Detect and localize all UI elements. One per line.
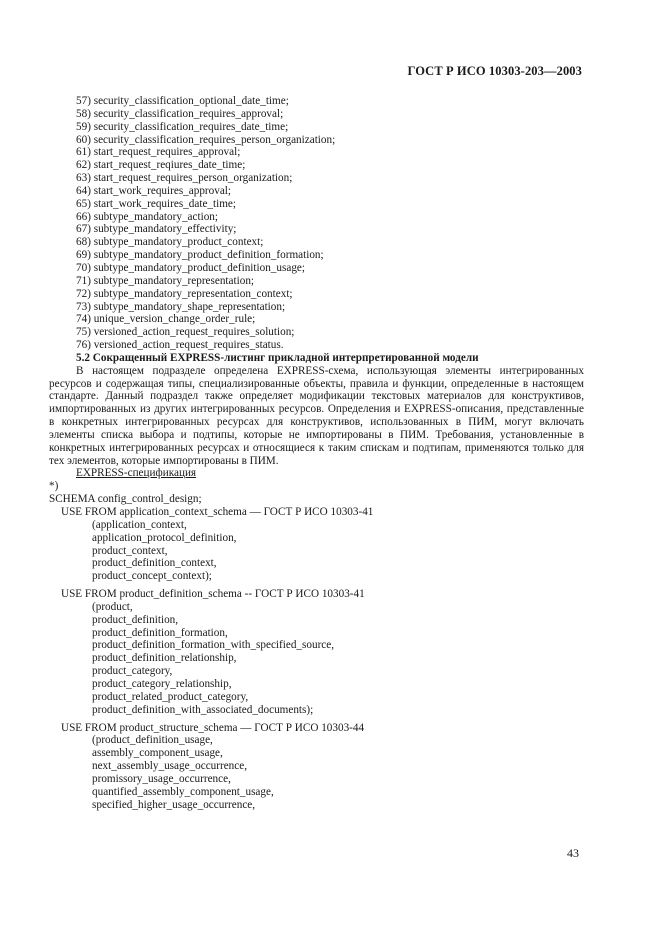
section-paragraph: В настоящем подразделе определена EXPRESS-схема, использующая элементы интегрированных ресурсов и содержащая типы, специализированные объекты, правила и функции, определенные в настоящем стандарте. Данный подраздел также определяет модификации текстовых материалов для конструктивов, импортированных из других интегрированных ресурсов. Определения и EXPRESS-описания, представленные в конкретных интегрированных ресурсах для конструктивов, использованных в ПИМ, могут включать элементы списка выбора и подтипы, которые не импортированы в ПИМ. Требования, установленные в конкретных интегрированных ресурсах и относящиеся к таким спискам и подтипам, применяются только для тех элементов, которые импортированы в ПИМ. [49, 364, 584, 467]
page-number: 43 [567, 846, 579, 860]
list-item: 70) subtype_mandatory_product_definition_usage; [76, 261, 305, 274]
list-item: 67) subtype_mandatory_effectivity; [76, 223, 237, 236]
use-block [49, 506, 584, 583]
schema-declaration: SCHEMA config_control_design; [49, 493, 202, 506]
list-item: 71) subtype_mandatory_representation; [76, 274, 255, 287]
list-item: 74) unique_version_change_order_rule; [76, 313, 256, 326]
list-item: 65) start_work_requires_date_time; [76, 197, 236, 210]
code-item: product_related_product_category, [92, 690, 249, 703]
list-item: 63) start_request_requires_person_organization; [76, 172, 293, 185]
express-spec-label: EXPRESS-спецификация [76, 467, 197, 480]
list-item: 73) subtype_mandatory_shape_representation; [76, 300, 286, 313]
list-item: 58) security_classification_requires_approval; [76, 107, 284, 120]
list-item: 61) start_request_requires_approval; [76, 146, 241, 159]
page-content [49, 95, 584, 811]
code-item: product_category_relationship, [92, 677, 232, 690]
list-item: 59) security_classification_requires_date_time; [76, 120, 289, 133]
code-item: (product, [92, 600, 133, 613]
list-item: 68) subtype_mandatory_product_context; [76, 236, 264, 249]
list-item: 75) versioned_action_request_requires_solution; [76, 326, 295, 339]
code-item: quantified_assembly_component_usage, [92, 785, 274, 798]
code-item: product_context, [92, 544, 168, 557]
list-item: 60) security_classification_requires_person_organization; [76, 133, 336, 146]
list-item: 72) subtype_mandatory_representation_context; [76, 287, 293, 300]
section-heading: 5.2 Сокращенный EXPRESS-листинг прикладной интерпретированной модели [76, 351, 479, 364]
use-statement: USE FROM product_definition_schema -- ГОСТ Р ИСО 10303-41 [61, 588, 365, 601]
list-item: 76) versioned_action_request_requires_status. [76, 339, 284, 352]
comment-close: *) [49, 480, 59, 493]
list-item: 57) security_classification_optional_date_time; [76, 95, 289, 107]
list-item: 69) subtype_mandatory_product_definition_formation; [76, 249, 324, 262]
code-item: application_protocol_definition, [92, 531, 237, 544]
code-item: assembly_component_usage, [92, 747, 223, 760]
code-item: (application_context, [92, 518, 187, 531]
code-item: (product_definition_usage, [92, 734, 213, 747]
code-item: product_concept_context); [92, 570, 212, 583]
use-block [49, 722, 584, 812]
code-item: product_definition_relationship, [92, 652, 237, 665]
use-statement: USE FROM product_structure_schema — ГОСТ Р ИСО 10303-44 [61, 721, 365, 734]
document-header: ГОСТ Р ИСО 10303-203—2003 [407, 64, 582, 78]
code-item: product_definition_formation, [92, 626, 228, 639]
use-statement: USE FROM application_context_schema — ГОСТ Р ИСО 10303-41 [61, 506, 374, 518]
use-block [49, 588, 584, 716]
code-item: specified_higher_usage_occurrence, [92, 798, 256, 811]
code-item: next_assembly_usage_occurrence, [92, 760, 248, 773]
code-item: product_category, [92, 665, 173, 678]
code-item: product_definition_formation_with_specified_source, [92, 639, 335, 652]
code-item: promissory_usage_occurrence, [92, 772, 231, 785]
code-item: product_definition, [92, 613, 179, 626]
list-item: 64) start_work_requires_approval; [76, 184, 232, 197]
list-item: 62) start_request_reqiures_date_time; [76, 159, 246, 172]
code-item: product_definition_with_associated_documents); [92, 703, 314, 716]
code-item: product_definition_context, [92, 557, 217, 570]
list-item: 66) subtype_mandatory_action; [76, 210, 218, 223]
